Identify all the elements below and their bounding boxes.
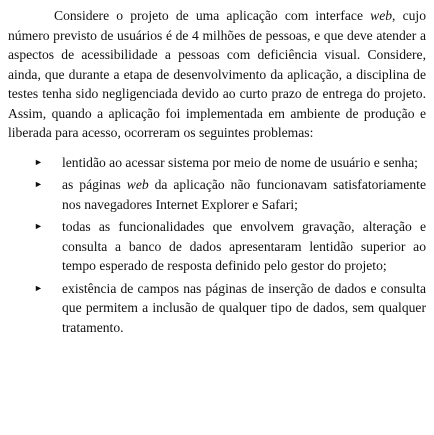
list-item: [8, 217, 426, 276]
document-body: [8, 6, 426, 340]
intro-paragraph: [8, 6, 426, 143]
bullet-icon: ►: [34, 156, 43, 167]
list-item-web-term: web: [126, 177, 149, 192]
bullet-icon: ►: [34, 179, 43, 189]
list-item-text: lentidão ao acessar sistema por meio de nome de usuário e senha;: [62, 154, 418, 170]
list-item: [8, 153, 426, 173]
bullet-icon: ►: [34, 221, 43, 231]
list-item-text-post: da aplicação não funcionavam satisfatoriamente nos navegadores Internet Explorer e Safari;: [62, 177, 426, 212]
list-item-text: todas as funcionalidades que envolvem gravação, alteração e consulta a banco de dados apresentaram lentidão superior ao tempo esperado de resposta definido pelo gestor do projeto;: [62, 219, 426, 273]
intro-web-term: web: [370, 8, 393, 23]
list-item-text-pre: as páginas: [62, 177, 127, 192]
list-item: [8, 175, 426, 214]
problems-list: [8, 153, 426, 338]
bullet-icon: ►: [34, 282, 43, 293]
intro-text-part2: , cujo número previsto de usuários é de 4 milhões de pessoas, e que deve atender a aspectos de acessibilidade a pessoas com deficiência visual. Considere, ainda, que durante a etapa de desenvolvimento da aplicação, a disciplina de testes tenha sido negligenciada devido ao curto prazo de entrega do projeto. Assim, quando a aplicação foi implementada em ambiente de produção e liberada para acesso, ocorreram os seguintes problemas:: [8, 8, 427, 140]
list-item: [8, 279, 426, 338]
list-item-text: existência de campos nas páginas de inserção de dados e consulta que permitem a inclusão de qualquer tipo de dados, sem qualquer tratamento.: [62, 280, 426, 335]
intro-text-part1: Considere o projeto de uma aplicação com interface: [54, 8, 371, 23]
